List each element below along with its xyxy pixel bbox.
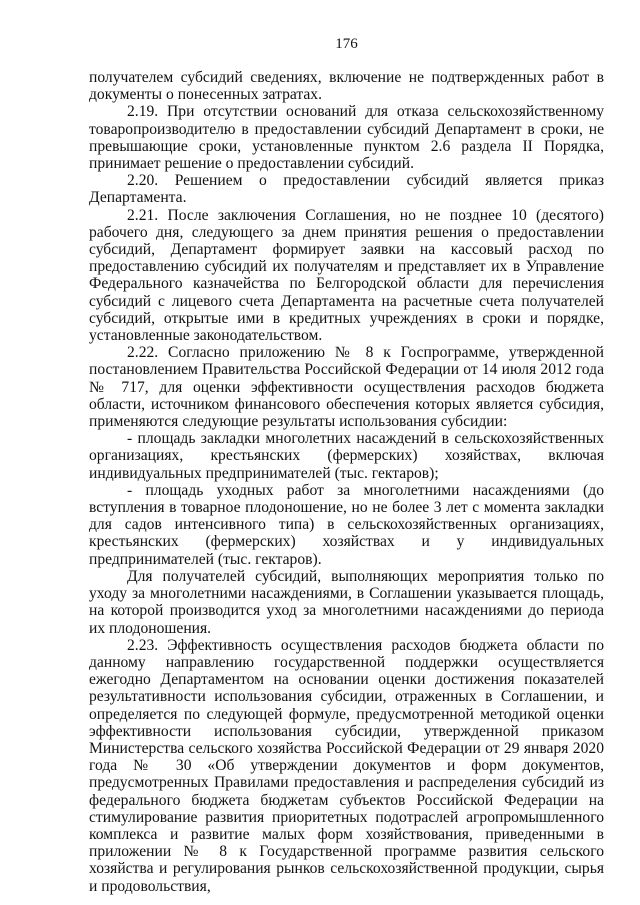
paragraph-2-21: 2.21. После заключения Соглашения, но не позднее 10 (десятого) рабочего дня, следующего за днем принятия решения о предоставлении субсидий, Департамент формирует заявки на кассовый расход по предоставлению субсидий их получателям и представляет их в Управление Федерального казначейства по Белгородской области для перечисления субсидий с лицевого счета Департамента на расчетные счета получателей субсидий, открытые ими в кредитных учреждениях в сроки и порядке, установленные законодательством. [89,206,604,345]
paragraph-maintenance-only: Для получателей субсидий, выполняющих мероприятия только по уходу за многолетними насаждениями, в Соглашении указывается площадь, на которой производится уход за многолетними насаждениями до периода их плодоношения. [89,567,604,637]
page-number: 176 [335,36,358,52]
paragraph-continuation: получателем субсидий сведениях, включение не подтвержденных работ в документы о понесенных затратах. [89,69,604,104]
paragraph-2-19: 2.19. При отсутствии оснований для отказа сельскохозяйственному товаропроизводителю в предоставлении субсидий Департамент в сроки, не превышающие сроки, установленные пунктом 2.6 раздела II Порядка, принимает решение о предоставлении субсидий. [89,103,604,173]
document-body [89,69,604,895]
paragraph-2-22: 2.22. Согласно приложению № 8 к Госпрограмме, утвержденной постановлением Правительства Российской Федерации от 14 июля 2012 года № 717, для оценки эффективности осуществления расходов бюджета области, источником финансового обеспечения которых является субсидия, применяются следующие результаты использования субсидии: [89,344,604,431]
list-item-planting-area: - площадь закладки многолетних насаждений в сельскохозяйственных организациях, крестьянских (фермерских) хозяйствах, включая индивидуальных предпринимателей (тыс. гектаров); [89,430,604,482]
list-item-maintenance-area: - площадь уходных работ за многолетними насаждениями (до вступления в товарное плодоношение, но не более 3 лет с момента закладки для садов интенсивного типа) в сельскохозяйственных организациях, крестьянских (фермерских) хозяйствах и у индивидуальных предпринимателей (тыс. гектаров). [89,481,604,568]
paragraph-2-23: 2.23. Эффективность осуществления расходов бюджета области по данному направлению государственной поддержки осуществляется ежегодно Департаментом на основании оценки достижения показателей результативности использования субсидии, отраженных в Соглашении, и определяется по следующей формуле, предусмотренной методикой оценки эффективности использования субсидии, утвержденной приказом Министерства сельского хозяйства Российской Федерации от 29 января 2020 года № 30 «Об утверждении документов и форм документов, предусмотренных Правилами предоставления и распределения субсидий из федерального бюджета бюджетам субъектов Российской Федерации на стимулирование развития приоритетных подотраслей агропромышленного комплекса и развитие малых форм хозяйствования, приведенными в приложении № 8 к Государственной программе развития сельского хозяйства и регулирования рынков сельскохозяйственной продукции, сырья и продовольствия, [89,636,604,895]
paragraph-2-20: 2.20. Решением о предоставлении субсидий является приказ Департамента. [89,172,604,207]
